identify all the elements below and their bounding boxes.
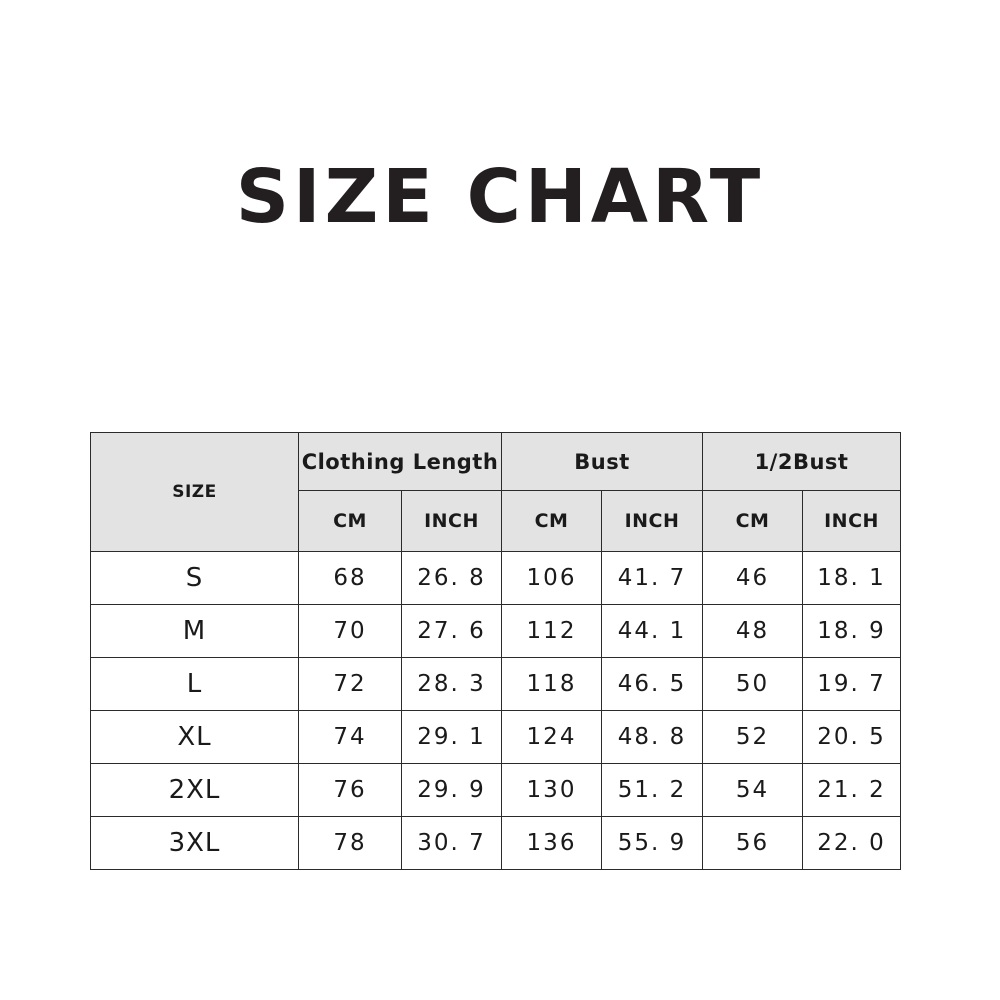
column-group-half-bust: 1/2Bust xyxy=(703,433,901,491)
page-title: SIZE CHART xyxy=(235,154,765,240)
cell-bust-cm: 112 xyxy=(502,605,602,658)
cell-halfbust-cm: 54 xyxy=(703,764,803,817)
unit-header-bust-cm: CM xyxy=(502,491,602,552)
cell-halfbust-cm: 46 xyxy=(703,552,803,605)
table-row xyxy=(91,658,901,711)
cell-halfbust-inch: 21. 2 xyxy=(803,764,901,817)
table-header-row-groups xyxy=(91,433,901,491)
unit-header-bust-inch: INCH xyxy=(602,491,703,552)
table-header xyxy=(91,433,901,552)
cell-bust-cm: 130 xyxy=(502,764,602,817)
cell-bust-inch: 46. 5 xyxy=(602,658,703,711)
cell-length-cm: 74 xyxy=(299,711,402,764)
unit-header-length-inch: INCH xyxy=(402,491,502,552)
cell-length-cm: 70 xyxy=(299,605,402,658)
unit-header-length-cm: CM xyxy=(299,491,402,552)
cell-length-cm: 72 xyxy=(299,658,402,711)
table-row xyxy=(91,605,901,658)
cell-bust-inch: 44. 1 xyxy=(602,605,703,658)
cell-bust-cm: 118 xyxy=(502,658,602,711)
cell-bust-cm: 124 xyxy=(502,711,602,764)
cell-length-inch: 29. 9 xyxy=(402,764,502,817)
cell-length-inch: 28. 3 xyxy=(402,658,502,711)
cell-halfbust-inch: 22. 0 xyxy=(803,817,901,870)
table-row xyxy=(91,711,901,764)
cell-bust-inch: 55. 9 xyxy=(602,817,703,870)
cell-length-cm: 78 xyxy=(299,817,402,870)
cell-halfbust-cm: 56 xyxy=(703,817,803,870)
cell-length-inch: 27. 6 xyxy=(402,605,502,658)
cell-length-cm: 68 xyxy=(299,552,402,605)
table-row xyxy=(91,552,901,605)
table-row xyxy=(91,764,901,817)
cell-halfbust-inch: 20. 5 xyxy=(803,711,901,764)
cell-halfbust-cm: 50 xyxy=(703,658,803,711)
cell-bust-cm: 136 xyxy=(502,817,602,870)
column-group-clothing-length: Clothing Length xyxy=(299,433,502,491)
cell-halfbust-inch: 19. 7 xyxy=(803,658,901,711)
table-row xyxy=(91,817,901,870)
row-size-label: S xyxy=(91,552,299,605)
size-chart-container xyxy=(90,432,900,870)
cell-halfbust-cm: 48 xyxy=(703,605,803,658)
table-body xyxy=(91,552,901,870)
cell-length-inch: 30. 7 xyxy=(402,817,502,870)
cell-length-inch: 29. 1 xyxy=(402,711,502,764)
unit-header-halfbust-inch: INCH xyxy=(803,491,901,552)
cell-bust-inch: 48. 8 xyxy=(602,711,703,764)
column-group-bust: Bust xyxy=(502,433,703,491)
cell-length-inch: 26. 8 xyxy=(402,552,502,605)
row-size-label: L xyxy=(91,658,299,711)
row-size-label: 2XL xyxy=(91,764,299,817)
row-size-label: XL xyxy=(91,711,299,764)
cell-bust-cm: 106 xyxy=(502,552,602,605)
row-size-label: 3XL xyxy=(91,817,299,870)
cell-halfbust-inch: 18. 9 xyxy=(803,605,901,658)
cell-length-cm: 76 xyxy=(299,764,402,817)
cell-bust-inch: 41. 7 xyxy=(602,552,703,605)
cell-halfbust-inch: 18. 1 xyxy=(803,552,901,605)
cell-halfbust-cm: 52 xyxy=(703,711,803,764)
unit-header-halfbust-cm: CM xyxy=(703,491,803,552)
column-header-size: SIZE xyxy=(91,433,299,552)
size-chart-table xyxy=(90,432,901,870)
row-size-label: M xyxy=(91,605,299,658)
cell-bust-inch: 51. 2 xyxy=(602,764,703,817)
